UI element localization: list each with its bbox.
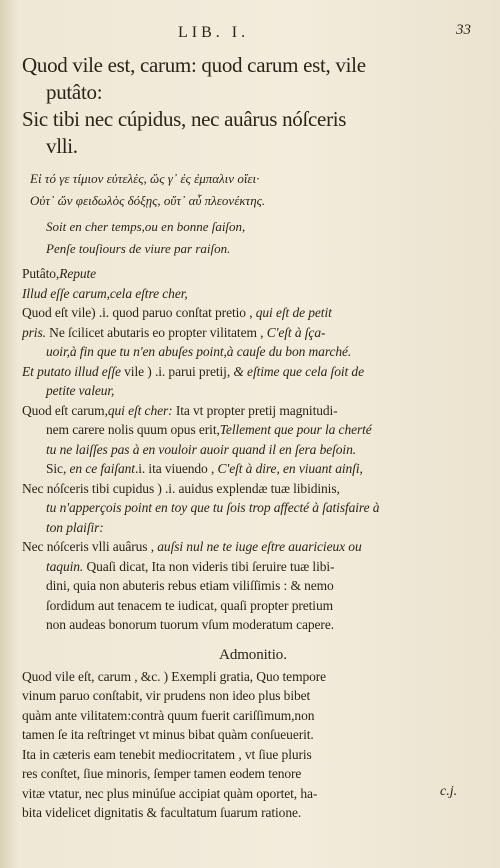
gloss-line [22, 323, 484, 343]
gloss-text: Sic, [46, 461, 70, 476]
page-number: 33 [456, 22, 471, 38]
gloss-line [22, 381, 484, 401]
gloss-text: Quaſi dicat, Ita non videris tibi ſeruire tuæ libi- [83, 558, 335, 574]
gloss-line [22, 479, 484, 499]
gloss-line [22, 284, 484, 304]
greek-line: Οὐτ᾽ ὤν φειδωλὸς δόξῃς, οὔτ᾽ αὖ πλεονέκτης. [30, 193, 266, 208]
gloss-italic-text: taquin. [46, 558, 84, 574]
gloss-line [22, 362, 484, 382]
gloss-line [22, 459, 484, 479]
gloss-text: Quod eſt vile) .i. quod paruo conſtat pretio , [22, 305, 256, 320]
running-head: LIB. I. [178, 24, 250, 41]
admonitio-line: quàm ante vilitatem:contrà quum fuerit cariſſimum,non [22, 707, 315, 723]
admonitio-line: vitæ vtatur, nec plus minúſue accipiat quàm oportet, ha- [22, 785, 318, 801]
admonitio-line: res conſtet, ſiue minoris, ſemper tamen eodem tenore [22, 766, 302, 781]
french-verse [22, 216, 484, 260]
gloss-italic-text: Tellement que pour la cherté [219, 422, 372, 437]
verse-line: Quod vile est, carum: quod carum est, vile [22, 53, 366, 77]
verse-block [22, 52, 484, 160]
gloss-line [22, 518, 484, 538]
gloss-italic-text: C'eſt à ſça- [266, 324, 326, 340]
gloss-line [22, 342, 484, 362]
commentary-gloss [22, 264, 484, 635]
admonitio-line: bita videlicet dignitatis & facultatum ſuarum ratione. [22, 805, 302, 820]
catchword: c.j. [440, 784, 458, 799]
gloss-line [22, 440, 484, 460]
gloss-line [22, 615, 484, 635]
text-block [22, 52, 484, 823]
gloss-text: nem carere nolis quum opus erit, [46, 422, 220, 437]
gloss-line [22, 576, 484, 596]
gloss-italic-text: Illud eſſe carum,cela eſtre cher, [22, 285, 188, 301]
admonitio-line: tamen ſe ita reſtringet vt minus bibat quàm conſueuerit. [22, 727, 314, 742]
gloss-text: non audeas bonorum tuorum vſum moderatum capere. [46, 617, 334, 632]
gloss-text: dini, quia non abuteris rebus etiam viliſſimis : & nemo [46, 578, 334, 593]
gloss-text: vile ) .i. parui pretij, [120, 363, 234, 379]
french-line: Penſe touſiours de viure par raiſon. [46, 241, 231, 256]
gloss-line [22, 557, 484, 577]
gloss-text: Quod eſt carum, [22, 402, 108, 418]
gloss-italic-text: qui eſt cher: [107, 402, 173, 418]
gloss-italic-text: C'eſt à dire, en viuant ainſi, [217, 461, 363, 476]
gloss-text: .i. ita viuendo , [134, 461, 218, 476]
gloss-italic-text: auſsi nul ne te iuge eſtre auaricieux ou [157, 539, 362, 554]
gloss-italic-text: tu ne laiſſes pas à en vouloir auoir quand il en ſera beſoin. [46, 441, 356, 457]
gloss-line [22, 596, 484, 616]
gloss-italic-text: & eſtime que cela ſoit de [233, 363, 364, 379]
french-line: Soit en cher temps,ou en bonne ſaiſon, [46, 219, 246, 234]
admonitio-line: Quod vile eſt, carum , &c. ) Exempli gratia, Quo tempore [22, 668, 327, 684]
gloss-text: Nec nóſceris vlli auârus , [22, 539, 158, 554]
gloss-italic-text: pris. [22, 324, 46, 340]
gloss-italic-text: tu n'apperçois point en toy que tu ſois trop affecté à ſatisfaire à [46, 500, 380, 515]
gloss-text: Nec nóſceris tibi cupidus ) .i. auidus explendæ tuæ libidinis, [22, 480, 340, 496]
admonitio-line: Ita in cæteris eam tenebit mediocritatem , vt ſiue pluris [22, 746, 312, 762]
gloss-italic-text: qui eſt de petit [255, 305, 332, 320]
gloss-line [22, 303, 484, 323]
gloss-italic-text: Et putato illud eſſe [22, 363, 121, 379]
gloss-italic-text: en ce faiſant [69, 461, 135, 476]
gloss-line [22, 264, 484, 284]
gloss-line [22, 420, 484, 440]
gloss-italic-text: ton plaiſir: [46, 519, 104, 535]
verse-line: Sic tibi nec cúpidus, nec auârus nóſceris [22, 107, 347, 131]
greek-verse [22, 168, 484, 212]
gloss-italic-text: petite valeur, [46, 383, 115, 398]
gloss-text: Putâto, [22, 266, 60, 281]
gloss-line [22, 537, 484, 557]
gloss-italic-text: Repute [59, 266, 97, 281]
gloss-text: Ita vt propter pretij magnitudi- [172, 402, 338, 418]
verse-line: vlli. [46, 134, 78, 158]
admonitio-paragraph [22, 667, 484, 823]
verse-line: putâto: [46, 80, 103, 104]
gloss-italic-text: uoir,à fin que tu n'en abuſes point,à cauſe du bon marché. [46, 344, 352, 359]
page-header [0, 24, 500, 44]
gloss-text: ſordidum aut tenacem te iudicat, quaſi propter pretium [46, 597, 334, 613]
section-heading: Admonitio. [219, 646, 287, 663]
greek-line: Εἰ τό γε τίμιον εὐτελὲς, ὥς γ᾽ ἐς ἐμπαλιν οἴει· [30, 171, 260, 186]
gloss-line [22, 498, 484, 518]
admonitio-line: vinum paruo conſtabit, vir prudens non ideo plus bibet [22, 688, 311, 703]
gloss-text: Ne ſcilicet abutaris eo propter vilitatem , [45, 324, 267, 340]
gloss-line [22, 401, 484, 421]
